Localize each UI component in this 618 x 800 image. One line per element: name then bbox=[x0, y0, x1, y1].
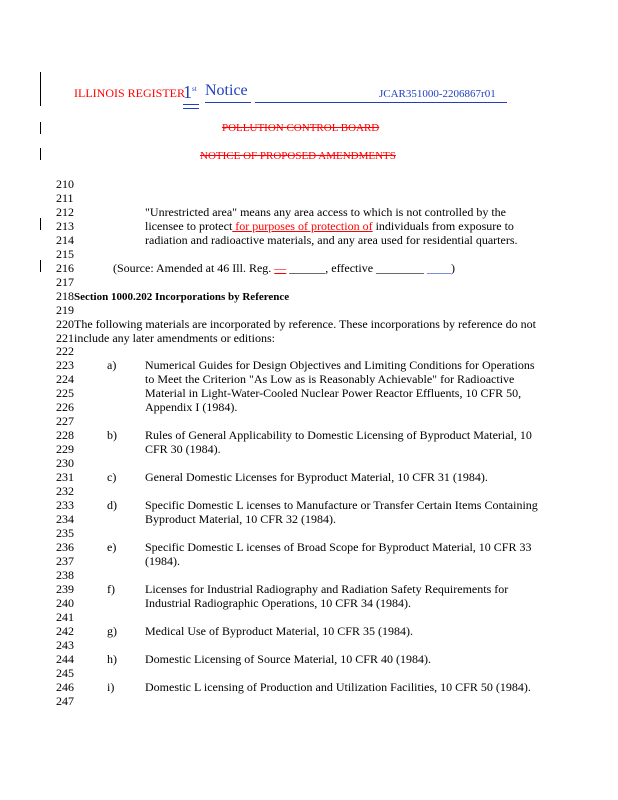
jcar-id: JCAR351000-2206867r01 bbox=[379, 88, 496, 100]
item-text: Domestic Licensing of Source Material, 10 CFR 40 (1984). bbox=[145, 652, 431, 666]
line-number: 244 bbox=[56, 652, 74, 666]
item-text: Appendix I (1984). bbox=[145, 400, 238, 414]
line-number: 218 bbox=[56, 289, 74, 303]
inserted-mark: — bbox=[274, 261, 287, 275]
line-number: 237 bbox=[56, 554, 74, 568]
line-number: 226 bbox=[56, 400, 74, 414]
line-number: 243 bbox=[56, 638, 74, 652]
item-text: Specific Domestic L icenses of Broad Scope for Byproduct Material, 10 CFR 33 bbox=[145, 540, 532, 554]
item-text: Licenses for Industrial Radiography and Radiation Safety Requirements for bbox=[145, 582, 509, 596]
change-bar bbox=[40, 72, 41, 106]
line-number: 230 bbox=[56, 456, 74, 470]
item-label: h) bbox=[107, 652, 117, 666]
line-number: 214 bbox=[56, 233, 74, 247]
line-number: 238 bbox=[56, 568, 74, 582]
line-number: 246 bbox=[56, 680, 74, 694]
line-number: 222 bbox=[56, 344, 74, 358]
source-text: ______, effective ________ bbox=[286, 261, 428, 275]
line-number: 231 bbox=[56, 470, 74, 484]
source-text: ) bbox=[451, 261, 456, 275]
item-text: Domestic L icensing of Production and Utilization Facilities, 10 CFR 50 (1984). bbox=[145, 680, 531, 694]
line-number: 228 bbox=[56, 428, 74, 442]
line-number: 232 bbox=[56, 484, 74, 498]
item-label: d) bbox=[107, 498, 117, 512]
line-number: 235 bbox=[56, 526, 74, 540]
definition-line: "Unrestricted area" means any area access to which is not controlled by the bbox=[145, 205, 506, 219]
line-number: 221 bbox=[56, 331, 74, 345]
item-text: Rules of General Applicability to Domestic Licensing of Byproduct Material, 10 bbox=[145, 428, 532, 442]
definition-text: licensee to protect bbox=[145, 219, 233, 233]
header-rule bbox=[183, 108, 199, 109]
change-bar bbox=[40, 218, 41, 230]
item-text: General Domestic Licenses for Byproduct Material, 10 CFR 31 (1984). bbox=[145, 470, 488, 484]
board-name: POLLUTION CONTROL BOARD bbox=[222, 122, 380, 134]
item-text: Medical Use of Byproduct Material, 10 CFR 35 (1984). bbox=[145, 624, 413, 638]
line-number: 215 bbox=[56, 247, 74, 261]
change-bar bbox=[40, 260, 41, 272]
register-title: ILLINOIS REGISTER bbox=[74, 86, 185, 100]
notice-title: NOTICE OF PROPOSED AMENDMENTS bbox=[200, 150, 396, 162]
definition-line bbox=[145, 219, 514, 233]
header-rule bbox=[183, 104, 199, 105]
line-number: 212 bbox=[56, 205, 74, 219]
item-label: c) bbox=[107, 470, 117, 484]
header-rule bbox=[255, 102, 507, 103]
line-number: 210 bbox=[56, 177, 74, 191]
inserted-mark: ____ bbox=[427, 261, 452, 275]
item-label: g) bbox=[107, 624, 117, 638]
line-number: 241 bbox=[56, 610, 74, 624]
page-number bbox=[183, 82, 197, 103]
source-note bbox=[113, 261, 455, 275]
line-number: 211 bbox=[56, 191, 74, 205]
change-bar bbox=[40, 148, 41, 160]
item-text: Numerical Guides for Design Objectives and Limiting Conditions for Operations bbox=[145, 358, 535, 372]
item-label: i) bbox=[107, 680, 115, 694]
notice-label: Notice bbox=[205, 82, 248, 99]
line-number: 236 bbox=[56, 540, 74, 554]
item-text: CFR 30 (1984). bbox=[145, 442, 221, 456]
line-number: 240 bbox=[56, 596, 74, 610]
line-number: 234 bbox=[56, 512, 74, 526]
line-number: 220 bbox=[56, 317, 74, 331]
inserted-text: for purposes of protection of bbox=[232, 219, 373, 233]
item-text: to Meet the Criterion "As Low as is Reasonably Achievable" for Radioactive bbox=[145, 372, 515, 386]
line-number: 239 bbox=[56, 582, 74, 596]
source-text: (Source: Amended at 46 Ill. Reg. bbox=[113, 261, 275, 275]
item-label: f) bbox=[107, 582, 115, 596]
page-num-value: 1 bbox=[183, 82, 192, 102]
line-number: 213 bbox=[56, 219, 74, 233]
line-number: 223 bbox=[56, 358, 74, 372]
header-rule bbox=[205, 102, 251, 103]
item-text: (1984). bbox=[145, 554, 180, 568]
item-text: Specific Domestic L icenses to Manufacture or Transfer Certain Items Containing bbox=[145, 498, 538, 512]
line-number: 224 bbox=[56, 372, 74, 386]
page-num-suffix: st bbox=[192, 85, 197, 93]
line-number: 229 bbox=[56, 442, 74, 456]
line-number: 233 bbox=[56, 498, 74, 512]
line-number: 216 bbox=[56, 261, 74, 275]
item-text: Material in Light-Water-Cooled Nuclear Power Reactor Effluents, 10 CFR 50, bbox=[145, 386, 522, 400]
line-number: 242 bbox=[56, 624, 74, 638]
line-number: 219 bbox=[56, 303, 74, 317]
line-number: 247 bbox=[56, 694, 74, 708]
line-number: 225 bbox=[56, 386, 74, 400]
line-number: 217 bbox=[56, 275, 74, 289]
change-bar bbox=[40, 122, 41, 134]
item-text: Byproduct Material, 10 CFR 32 (1984). bbox=[145, 512, 336, 526]
definition-text: individuals from exposure to bbox=[372, 219, 514, 233]
line-number: 227 bbox=[56, 414, 74, 428]
item-label: e) bbox=[107, 540, 117, 554]
item-label: b) bbox=[107, 428, 117, 442]
line-number: 245 bbox=[56, 666, 74, 680]
item-text: Industrial Radiographic Operations, 10 CFR 34 (1984). bbox=[145, 596, 411, 610]
section-intro: The following materials are incorporated by reference. These incorporations by reference do not bbox=[74, 317, 536, 331]
section-intro: include any later amendments or editions: bbox=[74, 331, 275, 345]
section-heading: Section 1000.202 Incorporations by Reference bbox=[74, 291, 290, 303]
item-label: a) bbox=[107, 358, 117, 372]
definition-line: radiation and radioactive materials, and any area used for residential quarters. bbox=[145, 233, 518, 247]
